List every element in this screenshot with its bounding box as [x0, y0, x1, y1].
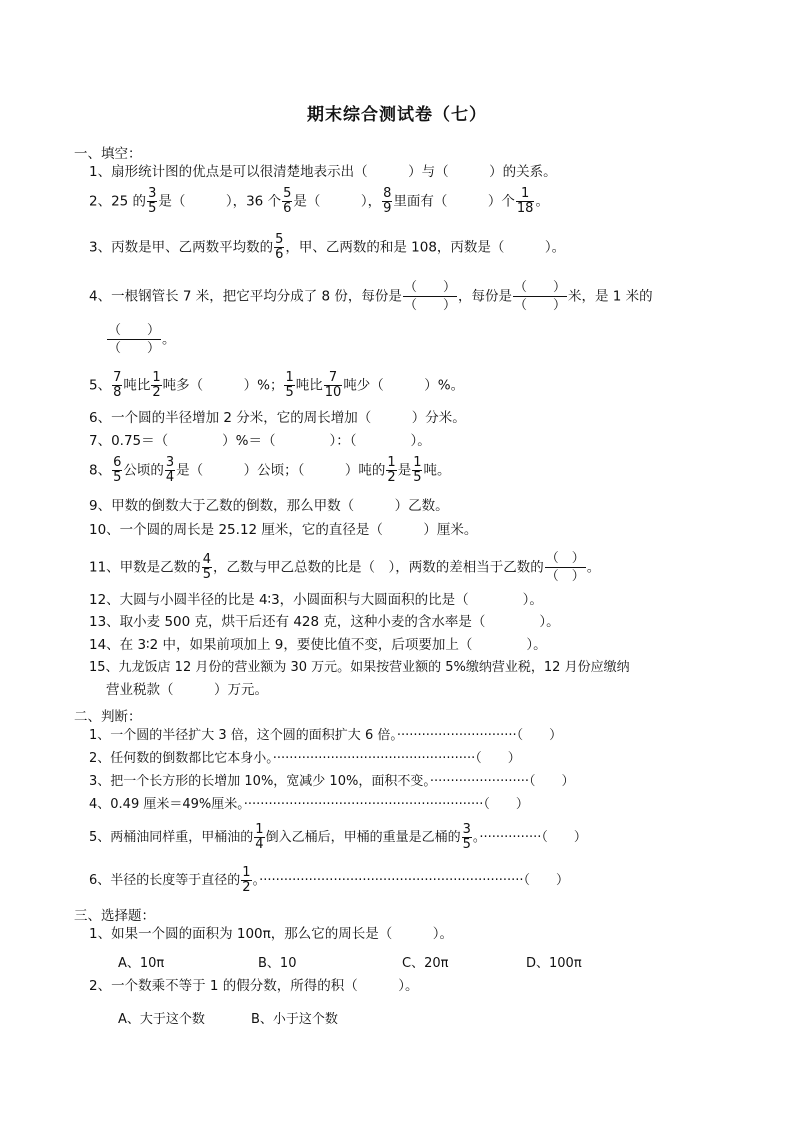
q4-text-c: 米，是 1 米的	[567, 288, 653, 305]
fraction	[112, 456, 122, 485]
page-title: 期末综合测试卷（七）	[307, 105, 487, 125]
numerator: 4	[202, 552, 211, 567]
denominator-blank: （ ）	[545, 569, 585, 584]
fill-question-5	[89, 371, 464, 400]
denominator: 10	[324, 385, 342, 400]
q4-text-d: 。	[162, 331, 176, 348]
denominator-blank: （ ）	[108, 341, 161, 356]
fill-question-4	[89, 279, 653, 314]
section-judge-heading: 二、判断：	[74, 709, 142, 725]
judge-question-5	[89, 823, 587, 852]
j5-text-c: 。···············（ ）	[472, 830, 587, 845]
blank-fraction	[403, 279, 457, 314]
denominator: 5	[148, 201, 157, 216]
choice-question-2: 2、一个数乘不等于 1 的假分数，所得的积（ ）。	[89, 978, 419, 994]
numerator: 1	[285, 370, 294, 385]
j6-text-a: 6、半径的长度等于直径的	[89, 873, 241, 888]
numerator: 1	[387, 455, 396, 470]
numerator: 5	[283, 186, 292, 201]
q11-text-a: 11、甲数是乙数的	[89, 559, 201, 576]
j6-text-b: 。································································（ ）	[252, 873, 570, 888]
q2-text-a: 2、25 的	[89, 193, 147, 210]
numerator: 3	[462, 822, 471, 837]
fill-question-3	[89, 233, 565, 262]
denominator: 4	[165, 470, 175, 485]
denominator: 18	[516, 201, 534, 216]
fill-question-15-continued: 营业税款（ ）万元。	[106, 682, 268, 698]
fill-question-1: 1、扇形统计图的优点是可以很清楚地表示出（ ）与（ ）的关系。	[89, 164, 557, 180]
fill-question-15: 15、九龙饭店 12 月份的营业额为 30 万元。如果按营业额的 5%缴纳营业税，12 月份应缴纳	[89, 660, 630, 675]
numerator-blank: （ ）	[545, 551, 585, 566]
numerator-blank: （ ）	[108, 323, 161, 338]
fill-question-9: 9、甲数的倒数大于乙数的倒数，那么甲数（ ）乙数。	[89, 498, 449, 514]
judge-question-6	[89, 866, 569, 895]
denominator: 5	[413, 470, 422, 485]
fraction	[254, 823, 264, 852]
numerator: 1	[152, 370, 161, 385]
fill-question-2	[89, 187, 549, 216]
fraction	[112, 371, 122, 400]
numerator: 7	[113, 370, 122, 385]
fill-question-14: 14、在 3∶2 中，如果前项加上 9，要使比值不变，后项要加上（ ）。	[89, 637, 547, 653]
judge-question-2: 2、任何数的倒数都比它本身小。·················································（ ）	[89, 751, 521, 766]
fraction	[274, 233, 284, 262]
q4-text-b: ，每份是	[457, 288, 512, 305]
fraction	[147, 187, 157, 216]
denominator-blank: （ ）	[403, 298, 456, 313]
j5-text-a: 5、两桶油同样重，甲桶油的	[89, 830, 254, 845]
numerator: 1	[255, 822, 264, 837]
denominator: 9	[383, 201, 392, 216]
denominator-blank: （ ）	[513, 298, 566, 313]
q5-text-a: 5、	[89, 377, 112, 394]
numerator: 6	[113, 455, 122, 470]
choice-2-option-b[interactable]: B、小于这个数	[251, 1012, 338, 1027]
denominator: 6	[283, 201, 292, 216]
choice-1-option-c[interactable]: C、20π	[402, 956, 449, 971]
numerator: 1	[413, 455, 422, 470]
numerator: 3	[148, 186, 157, 201]
q11-text-c: 。	[586, 559, 601, 576]
judge-question-3: 3、把一个长方形的长增加 10%，宽减少 10%，面积不变。························（ ）	[89, 774, 575, 789]
fraction	[382, 187, 392, 216]
fill-question-13: 13、取小麦 500 克，烘干后还有 428 克，这种小麦的含水率是（ ）。	[89, 614, 560, 630]
q2-text-e: 。	[535, 193, 549, 210]
denominator: 2	[152, 385, 161, 400]
fraction	[284, 371, 294, 400]
fill-question-10: 10、一个圆的周长是 25.12 厘米，它的直径是（ ）厘米。	[89, 522, 478, 538]
numerator-blank: （ ）	[513, 280, 566, 295]
q5-text-b: 吨比	[123, 377, 151, 394]
fraction	[462, 823, 472, 852]
q8-text-a: 8、	[89, 462, 112, 479]
fraction	[516, 187, 535, 216]
fill-question-11	[89, 550, 600, 585]
q2-text-c: 是（ ），	[293, 193, 382, 210]
fill-question-7: 7、0.75＝（ ）%＝（ ）：（ ）。	[89, 433, 431, 449]
fill-question-8	[89, 456, 450, 485]
fraction	[386, 456, 396, 485]
fill-question-12: 12、大圆与小圆半径的比是 4∶3，小圆面积与大圆面积的比是（ ）。	[89, 592, 543, 608]
numerator: 8	[383, 186, 392, 201]
fraction	[324, 371, 343, 400]
fraction	[165, 456, 175, 485]
q5-text-c: 吨多（ ）%；	[162, 377, 284, 394]
fraction	[241, 866, 251, 895]
j5-text-b: 倒入乙桶后，甲桶的重量是乙桶的	[265, 830, 461, 845]
numerator: 7	[324, 371, 343, 386]
section-choice-heading: 三、选择题：	[74, 908, 155, 924]
choice-1-option-a[interactable]: A、10π	[118, 956, 165, 971]
blank-fraction	[107, 322, 161, 357]
q2-text-b: 是（ ），36 个	[158, 193, 282, 210]
choice-1-option-b[interactable]: B、10	[258, 956, 297, 971]
numerator-blank: （ ）	[403, 280, 456, 295]
q4-text-a: 4、一根钢管长 7 米，把它平均分成了 8 份，每份是	[89, 288, 402, 305]
fraction	[151, 371, 161, 400]
fraction	[202, 553, 212, 582]
denominator: 5	[462, 837, 471, 852]
numerator: 5	[275, 232, 284, 247]
judge-question-1: 1、一个圆的半径扩大 3 倍，这个圆的面积扩大 6 倍。·····························（ ）	[89, 728, 563, 743]
fraction	[412, 456, 422, 485]
q8-text-d: 是	[397, 462, 412, 479]
q3-text-b: ，甲、乙两数的和是 108，丙数是（ ）。	[285, 239, 566, 256]
denominator: 5	[113, 470, 122, 485]
q8-text-b: 公顷的	[123, 462, 164, 479]
denominator: 2	[387, 470, 396, 485]
fraction	[282, 187, 292, 216]
fill-question-6: 6、一个圆的半径增加 2 分米，它的周长增加（ ）分米。	[89, 410, 466, 426]
numerator: 1	[242, 865, 251, 880]
q5-text-e: 吨少（ ）%。	[343, 377, 465, 394]
choice-question-1: 1、如果一个圆的面积为 100π，那么它的周长是（ ）。	[89, 926, 454, 942]
q11-text-b: ，乙数与甲乙总数的比是（ ），两数的差相当于乙数的	[212, 559, 544, 576]
choice-1-option-d[interactable]: D、100π	[526, 956, 582, 971]
q5-text-d: 吨比	[295, 377, 323, 394]
blank-fraction	[513, 279, 567, 314]
denominator: 2	[242, 880, 251, 895]
q8-text-c: 是（ ）公顷；（ ）吨的	[176, 462, 386, 479]
denominator: 4	[255, 837, 264, 852]
numerator: 1	[516, 187, 535, 202]
judge-question-4: 4、0.49 厘米＝49%厘米。··························································（ ）	[89, 797, 529, 812]
denominator: 8	[113, 385, 122, 400]
denominator: 5	[202, 567, 211, 582]
q8-text-e: 吨。	[423, 462, 451, 479]
choice-2-option-a[interactable]: A、大于这个数	[118, 1012, 205, 1027]
numerator: 3	[165, 455, 175, 470]
denominator: 5	[285, 385, 294, 400]
section-fill-heading: 一、填空：	[74, 146, 142, 162]
blank-fraction	[545, 550, 586, 585]
fill-question-4-continued	[106, 322, 176, 357]
q2-text-d: 里面有（ ）个	[393, 193, 515, 210]
denominator: 6	[275, 247, 284, 262]
q3-text-a: 3、丙数是甲、乙两数平均数的	[89, 239, 274, 256]
